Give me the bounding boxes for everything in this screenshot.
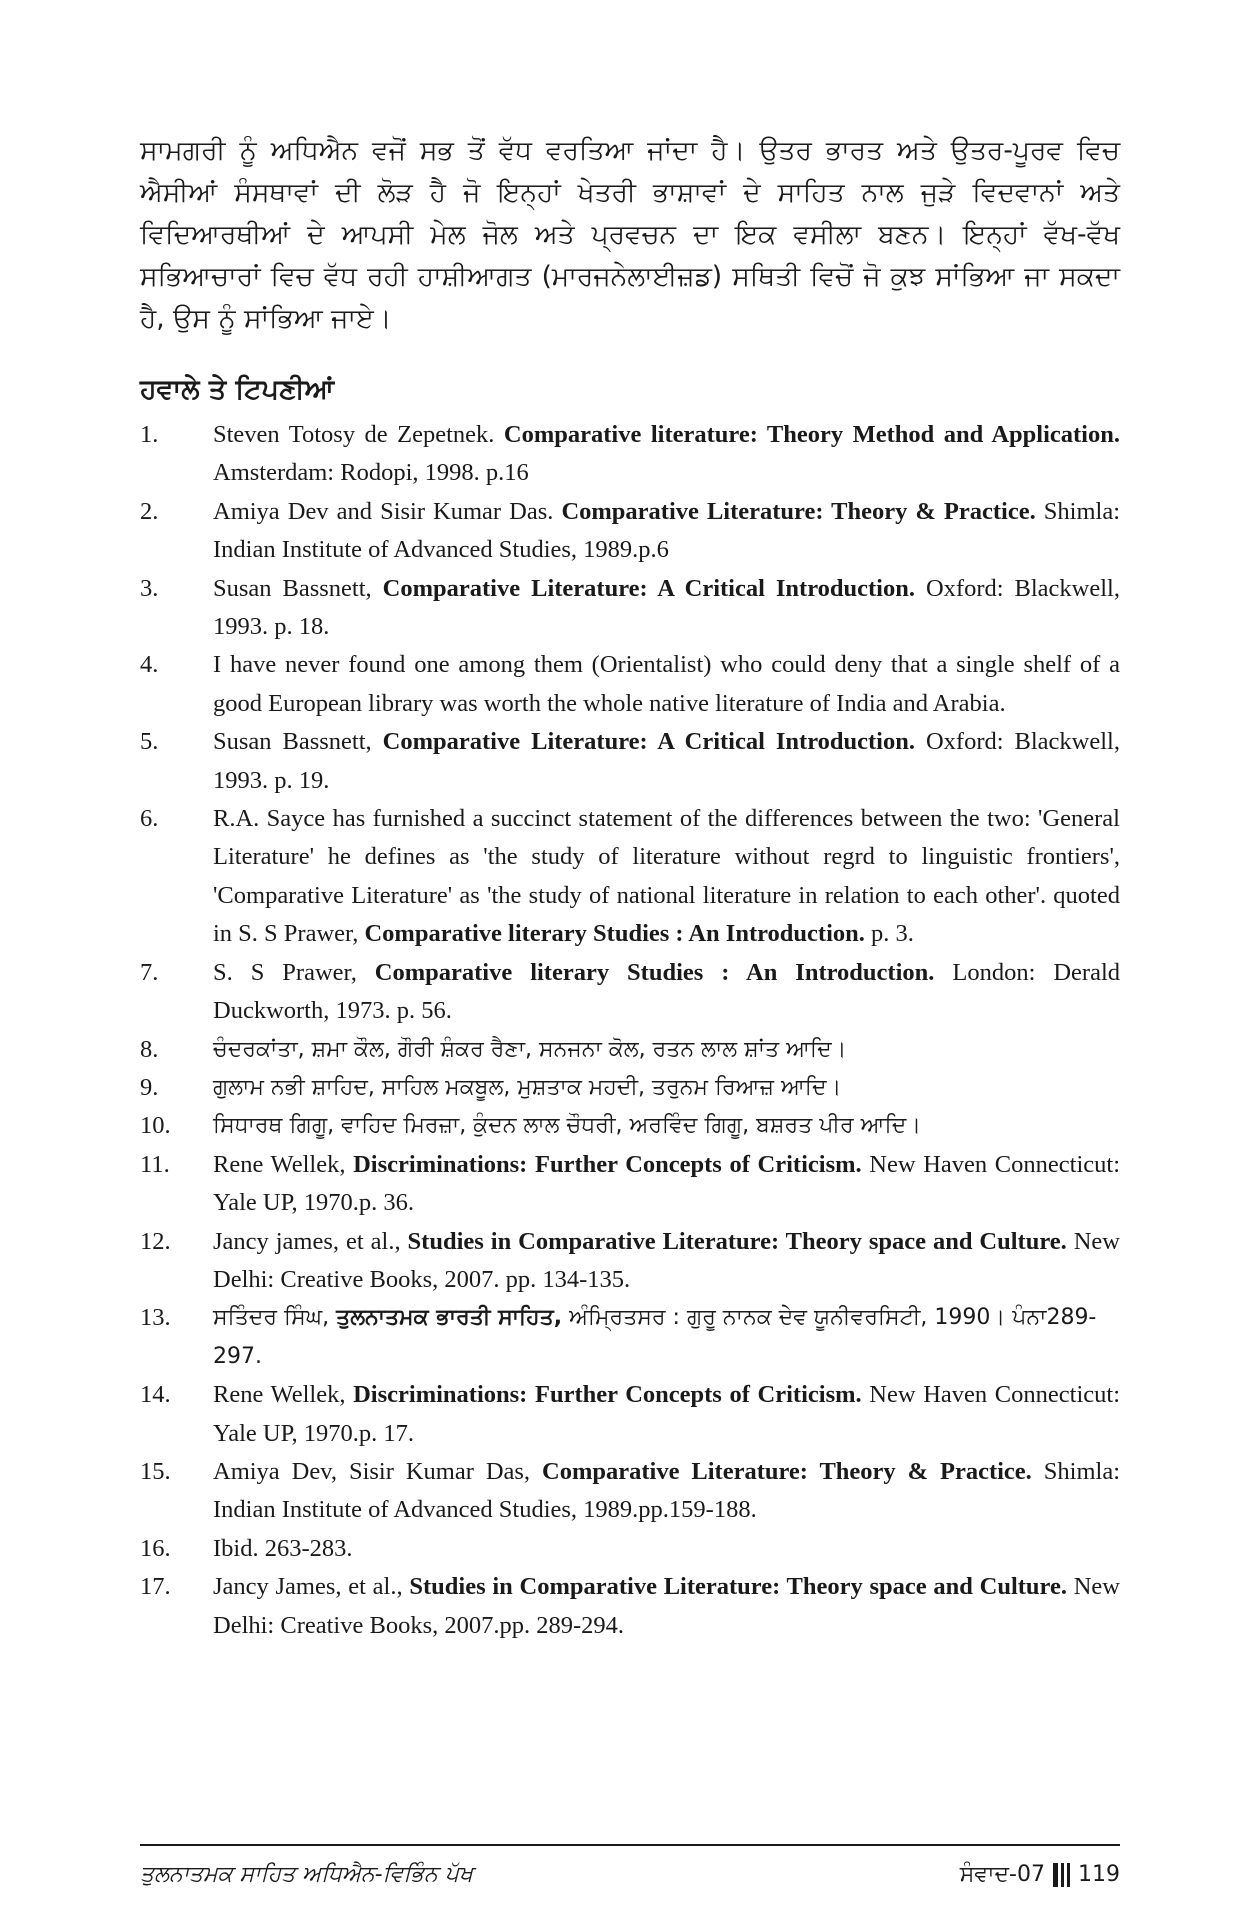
- note-item: [140, 800, 1120, 954]
- note-number: 1.: [140, 421, 159, 448]
- note-pre: S. S Prawer,: [213, 958, 375, 986]
- note-number: 16.: [140, 1534, 171, 1562]
- note-post: Amsterdam: Rodopi, 1998. p.16: [213, 459, 529, 487]
- note-post: New Haven Connecticut: Yale UP, 1970.p. 36.: [213, 1150, 1120, 1217]
- note-pre: Jancy James, et al.,: [213, 1573, 410, 1601]
- note-item: [140, 1031, 1120, 1069]
- note-pre: Jancy james, et al.,: [213, 1227, 408, 1255]
- note-pre: Steven Totosy de Zepetnek.: [213, 421, 504, 448]
- note-pre: Susan Bassnett,: [213, 728, 383, 756]
- note-post: Shimla: Indian Institute of Advanced Studies, 1989.pp.159-188.: [213, 1457, 1120, 1524]
- note-number: 3.: [140, 574, 159, 602]
- note-post: p. 3.: [864, 920, 914, 948]
- note-pre: ਸਤਿੰਦਰ ਸਿੰਘ,: [213, 1305, 337, 1331]
- note-bold: Discriminations: Further Concepts of Criticism.: [353, 1381, 862, 1409]
- note-item: [140, 570, 1120, 647]
- note-item: [140, 1453, 1120, 1530]
- note-post: New Delhi: Creative Books, 2007.pp. 289-294.: [213, 1573, 1120, 1639]
- note-pre: ਗੁਲਾਮ ਨਭੀ ਸ਼ਾਹਿਦ, ਸਾਹਿਲ ਮਕਬੂਲ, ਮੁਸ਼ਤਾਕ ਮਹਦੀ, ਤਰੁਨਮ ਰਿਆਜ਼ ਆਦਿ।: [213, 1074, 842, 1100]
- note-text: [213, 1530, 1120, 1568]
- note-text: [213, 1031, 1120, 1069]
- note-pre: Amiya Dev and Sisir Kumar Das.: [213, 497, 562, 525]
- note-number: 9.: [140, 1073, 159, 1101]
- note-number: 15.: [140, 1457, 171, 1485]
- note-bold: Comparative literary Studies : An Introduction.: [364, 920, 865, 948]
- note-item: [140, 416, 1120, 493]
- note-item: [140, 1069, 1120, 1107]
- intro-paragraph: ਸਾਮਗਰੀ ਨੂੰ ਅਧਿਐਨ ਵਜੋਂ ਸਭ ਤੋਂ ਵੱਧ ਵਰਤਿਆ ਜਾਂਦਾ ਹੈ। ਉਤਰ ਭਾਰਤ ਅਤੇ ਉਤਰ-ਪੂਰਵ ਵਿਚ ਐਸੀਆਂ ਸੰਸਥਾਵਾਂ ਦੀ ਲੋੜ ਹੈ ਜੋ ਇਨ੍ਹਾਂ ਖੇਤਰੀ ਭਾਸ਼ਾਵਾਂ ਦੇ ਸਾਹਿਤ ਨਾਲ ਜੁੜੇ ਵਿਦਵਾਨਾਂ ਅਤੇ ਵਿਦਿਆਰਥੀਆਂ ਦੇ ਆਪਸੀ ਮੇਲ ਜੋਲ ਅਤੇ ਪ੍ਰਵਚਨ ਦਾ ਇਕ ਵਸੀਲਾ ਬਣਨ। ਇਨ੍ਹਾਂ ਵੱਖ-ਵੱਖ ਸਭਿਆਚਾਰਾਂ ਵਿਚ ਵੱਧ ਰਹੀ ਹਾਸ਼ੀਆਗਤ (ਮਾਰਜਨੇਲਾਈਜ਼ਡ) ਸਥਿਤੀ ਵਿਚੋਂ ਜੋ ਕੁਝ ਸਾਂਭਿਆ ਜਾ ਸਕਦਾ ਹੈ, ਉਸ ਨੂੰ ਸਾਂਭਿਆ ਜਾਏ।: [140, 135, 1120, 334]
- note-post: New Haven Connecticut: Yale UP, 1970.p. 17.: [213, 1381, 1120, 1447]
- note-item: [140, 954, 1120, 1031]
- notes-heading: ਹਵਾਲੇ ਤੇ ਟਿਪਣੀਆਂ: [140, 374, 335, 405]
- note-text: [213, 1223, 1120, 1300]
- note-pre: R.A. Sayce has furnished a succinct statement of the differences between the two: 'General Literature' he defines as 'the study of literature without regrd to linguistic frontiers', 'Comparative Literature' as 'the study of national literature in relation to each other'. quoted in S. S Prawer,: [213, 805, 1120, 948]
- note-text: [213, 1376, 1120, 1453]
- note-item: [140, 1530, 1120, 1568]
- note-post: New Delhi: Creative Books, 2007. pp. 134-135.: [213, 1227, 1120, 1293]
- note-text: [213, 1107, 1120, 1145]
- note-text: [213, 1568, 1120, 1645]
- page-body: [140, 130, 1120, 1645]
- note-text: [213, 723, 1120, 800]
- footer-page-info: [960, 1862, 1120, 1887]
- notes-list: [140, 416, 1120, 1645]
- note-pre: Amiya Dev, Sisir Kumar Das,: [213, 1457, 542, 1485]
- note-post: Oxford: Blackwell, 1993. p. 18.: [213, 574, 1120, 641]
- note-pre: ਚੰਦਰਕਾਂਤਾ, ਸ਼ਮਾ ਕੌਲ, ਗੌਰੀ ਸ਼ੰਕਰ ਰੈਣਾ, ਸਨਜਨਾ ਕੋਲ, ਰਤਨ ਲਾਲ ਸ਼ਾਂਤ ਆਦਿ।: [213, 1036, 847, 1062]
- note-number: 4.: [140, 651, 159, 679]
- note-number: 17.: [140, 1573, 171, 1601]
- note-text: [213, 800, 1120, 954]
- note-pre: I have never found one among them (Orientalist) who could deny that a single shelf of a good European library was worth the whole native literature of India and Arabia.: [213, 651, 1120, 717]
- note-text: [213, 1069, 1120, 1107]
- note-pre: Susan Bassnett,: [213, 574, 383, 602]
- note-pre: Rene Wellek,: [213, 1381, 354, 1409]
- note-bold: Comparative Literature: A Critical Introduction.: [382, 728, 915, 756]
- note-text: [213, 1453, 1120, 1530]
- note-bold: Studies in Comparative Literature: Theory space and Culture.: [409, 1573, 1067, 1601]
- footer-rule: [140, 1844, 1120, 1846]
- note-item: [140, 723, 1120, 800]
- note-number: 8.: [140, 1035, 159, 1063]
- footer-bars-icon: [1053, 1863, 1070, 1887]
- note-text: [213, 1146, 1120, 1223]
- footer-issue: ਸੰਵਾਦ-07: [959, 1862, 1045, 1887]
- note-text: [213, 493, 1120, 570]
- note-item: [140, 1568, 1120, 1645]
- note-number: 7.: [140, 958, 159, 986]
- note-bold: ਤੁਲਨਾਤਮਕ ਭਾਰਤੀ ਸਾਹਿਤ,: [336, 1305, 563, 1331]
- note-post: London: Derald Duckworth, 1973. p. 56.: [213, 958, 1121, 1025]
- note-item: [140, 1299, 1120, 1376]
- note-number: 12.: [140, 1227, 171, 1255]
- note-text: [213, 646, 1120, 723]
- note-number: 14.: [140, 1381, 171, 1409]
- note-bold: Studies in Comparative Literature: Theory space and Culture.: [407, 1227, 1067, 1255]
- note-pre: Ibid. 263-283.: [213, 1534, 353, 1562]
- note-bold: Comparative literature: Theory Method and Application.: [503, 421, 1120, 448]
- note-text: [213, 416, 1120, 493]
- note-pre: Rene Wellek,: [213, 1150, 354, 1178]
- note-text: [213, 570, 1120, 647]
- note-bold: Comparative literary Studies : An Introduction.: [374, 958, 935, 986]
- note-number: 10.: [140, 1112, 171, 1140]
- note-post: Shimla: Indian Institute of Advanced Studies, 1989.p.6: [213, 497, 1120, 564]
- note-bold: Discriminations: Further Concepts of Criticism.: [353, 1150, 862, 1178]
- footer-book-title: ਤੁਲਨਾਤਮਕ ਸਾਹਿਤ ਅਧਿਐਨ-ਵਿਭਿੰਨ ਪੱਖ: [140, 1862, 473, 1887]
- note-post: ਅੰਮ੍ਰਿਤਸਰ : ਗੁਰੂ ਨਾਨਕ ਦੇਵ ਯੂਨੀਵਰਸਿਟੀ, 1990। ਪੰਨਾ289-297.: [213, 1305, 1097, 1369]
- note-bold: Comparative Literature: Theory & Practice.: [561, 497, 1036, 525]
- note-post: Oxford: Blackwell, 1993. p. 19.: [213, 728, 1120, 794]
- note-number: 5.: [140, 728, 159, 756]
- note-bold: Comparative Literature: Theory & Practice.: [542, 1457, 1032, 1485]
- note-item: [140, 1107, 1120, 1145]
- note-number: 2.: [140, 497, 159, 525]
- note-number: 11.: [140, 1150, 170, 1178]
- note-item: [140, 646, 1120, 723]
- note-text: [213, 1299, 1120, 1376]
- note-item: [140, 493, 1120, 570]
- note-bold: Comparative Literature: A Critical Introduction.: [382, 574, 915, 602]
- note-text: [213, 954, 1120, 1031]
- note-number: 6.: [140, 805, 159, 833]
- note-item: [140, 1223, 1120, 1300]
- note-pre: ਸਿਧਾਰਥ ਗਿਗੂ, ਵਾਹਿਦ ਮਿਰਜ਼ਾ, ਕੁੰਦਨ ਲਾਲ ਚੌਧਰੀ, ਅਰਵਿੰਦ ਗਿਗੂ, ਬਸ਼ਰਤ ਪੀਰ ਆਦਿ।: [213, 1113, 922, 1139]
- note-item: [140, 1376, 1120, 1453]
- footer-page-number: 119: [1078, 1862, 1120, 1887]
- note-item: [140, 1146, 1120, 1223]
- note-number: 13.: [140, 1304, 171, 1332]
